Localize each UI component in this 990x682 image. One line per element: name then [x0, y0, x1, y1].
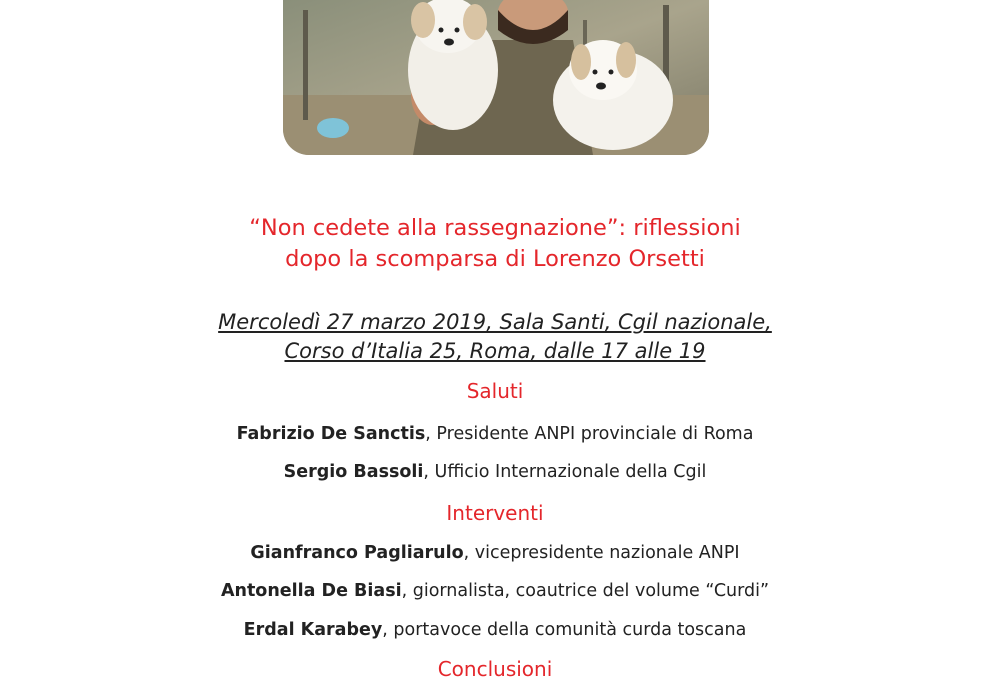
speaker-role: , Ufficio Internazionale della Cgil — [423, 462, 707, 482]
speaker-line — [0, 579, 990, 603]
event-title — [0, 213, 990, 275]
photo-man-with-puppies-icon — [283, 0, 709, 155]
speaker-name: Erdal Karabey — [243, 620, 383, 640]
event-date-location — [0, 308, 990, 366]
speaker-role: , giornalista, coautrice del volume “Curdi” — [401, 581, 770, 601]
speaker-role: , portavoce della comunità curda toscana — [382, 620, 747, 640]
speaker-line — [0, 422, 990, 446]
date-line-1: Mercoledì 27 marzo 2019, Sala Santi, Cgil nazionale, — [218, 310, 772, 334]
speaker-role: , vicepresidente nazionale ANPI — [463, 543, 740, 563]
section-conclusioni: Conclusioni — [437, 657, 553, 681]
section-interventi: Interventi — [446, 501, 544, 525]
speaker-name: Gianfranco Pagliarulo — [250, 543, 464, 563]
event-photo — [283, 0, 709, 155]
speaker-line — [0, 541, 990, 565]
speaker-role: , Presidente ANPI provinciale di Roma — [425, 424, 754, 444]
title-line-1: “Non cedete alla rassegnazione”: riflessioni — [249, 215, 741, 241]
title-line-2: dopo la scomparsa di Lorenzo Orsetti — [285, 246, 705, 272]
date-line-2: Corso d’Italia 25, Roma, dalle 17 alle 19 — [284, 339, 706, 363]
speaker-name: Antonella De Biasi — [220, 581, 402, 601]
speaker-name: Fabrizio De Sanctis — [236, 424, 426, 444]
speaker-name: Sergio Bassoli — [283, 462, 424, 482]
speaker-line — [0, 460, 990, 484]
speaker-line — [0, 618, 990, 642]
section-saluti: Saluti — [466, 379, 524, 403]
